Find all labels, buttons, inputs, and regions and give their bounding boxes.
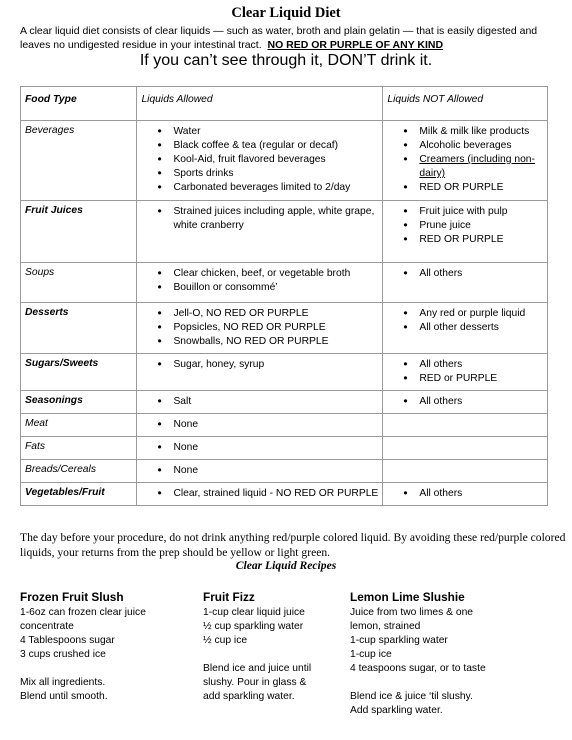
list-item: • Snowballs, NO RED OR PURPLE xyxy=(141,335,378,349)
table-row xyxy=(21,483,548,506)
recipe-ingredient: 4 Tablespoons sugar xyxy=(20,635,115,646)
table-row xyxy=(21,121,548,201)
list-item: • RED OR PURPLE xyxy=(387,181,543,195)
food-type: Breads/Cereals xyxy=(21,460,137,483)
list-item: • Kool-Aid, fruit flavored beverages xyxy=(141,153,378,167)
list-item: • Clear, strained liquid - NO RED OR PURPLE xyxy=(141,487,378,501)
recipe-name: Fruit Fizz xyxy=(203,590,255,604)
list-item: • Popsicles, NO RED OR PURPLE xyxy=(141,321,378,335)
list-item: • Fruit juice with pulp xyxy=(387,205,543,219)
recipe-direction: Mix all ingredients. xyxy=(20,677,106,688)
list-item: • Strained juices including apple, white grape, white cranberry xyxy=(141,205,378,233)
intro-text: A clear liquid diet consists of clear liquids — such as water, broth and plain gelatin — that is easily digested and leaves no undigested residue in your intestinal tract. xyxy=(20,25,538,51)
list-item: • All other desserts xyxy=(387,321,543,335)
list-item: • Bouillon or consommé’ xyxy=(141,281,378,295)
header-food-type: Food Type xyxy=(21,87,137,121)
allowed-list xyxy=(141,125,378,195)
diet-table xyxy=(20,86,548,506)
table-row xyxy=(21,263,548,303)
list-item: • All others xyxy=(387,358,543,372)
list-item: • All others xyxy=(387,395,543,409)
intro-emphasis: NO RED OR PURPLE OF ANY KIND xyxy=(267,39,444,51)
not-allowed-list xyxy=(387,205,543,247)
recipe-direction: Blend until smooth. xyxy=(20,691,108,702)
list-item: • Salt xyxy=(141,395,378,409)
not-allowed-list xyxy=(387,395,543,409)
recipes-title: Clear Liquid Recipes xyxy=(235,559,337,572)
list-item: • Prune juice xyxy=(387,219,543,233)
intro-paragraph xyxy=(20,24,566,52)
allowed-list xyxy=(141,395,378,409)
table-row xyxy=(21,460,548,483)
recipe-ingredient: ½ cup ice xyxy=(203,635,248,646)
not-allowed-list xyxy=(387,487,543,501)
food-type: Desserts xyxy=(21,303,137,354)
list-item: • None xyxy=(141,464,378,478)
list-item: • All others xyxy=(387,267,543,281)
table-row xyxy=(21,354,548,391)
food-type: Beverages xyxy=(21,121,137,201)
list-item: • Sugar, honey, syrup xyxy=(141,358,378,372)
table-row xyxy=(21,414,548,437)
list-item: • Carbonated beverages limited to 2/day xyxy=(141,181,378,195)
recipe-fruit-fizz xyxy=(203,590,323,704)
list-item: • Milk & milk like products xyxy=(387,125,543,139)
allowed-list xyxy=(141,358,378,372)
table-row xyxy=(21,303,548,354)
list-item: • Any red or purple liquid xyxy=(387,307,543,321)
allowed-list xyxy=(141,441,378,455)
header-allowed: Liquids Allowed xyxy=(137,87,383,121)
not-allowed-list xyxy=(387,307,543,335)
recipe-ingredient: Juice from two limes & one lemon, strained xyxy=(350,607,474,632)
food-type: Soups xyxy=(21,263,137,303)
table-header-row xyxy=(21,87,548,121)
recipe-frozen-fruit-slush xyxy=(20,590,170,704)
list-item xyxy=(387,153,543,181)
allowed-list xyxy=(141,267,378,295)
list-item: • None xyxy=(141,418,378,432)
empty-cell xyxy=(383,414,548,437)
page-title: Clear Liquid Diet xyxy=(231,5,341,21)
list-item: • RED OR PURPLE xyxy=(387,233,543,247)
recipe-lemon-lime-slushie xyxy=(350,590,495,718)
not-allowed-list xyxy=(387,125,543,195)
recipe-ingredient: 3 cups crushed ice xyxy=(20,649,106,660)
list-item: • None xyxy=(141,441,378,455)
food-type: Sugars/Sweets xyxy=(21,354,137,391)
list-item: • Jell-O, NO RED OR PURPLE xyxy=(141,307,378,321)
list-item: • All others xyxy=(387,487,543,501)
recipe-ingredient: 1-cup ice xyxy=(350,649,392,660)
list-item: • RED or PURPLE xyxy=(387,372,543,386)
list-item: • Sports drinks xyxy=(141,167,378,181)
allowed-list xyxy=(141,307,378,349)
procedure-note: The day before your procedure, do not drink anything red/purple colored liquid. By avoiding these red/purple colored liquids, your returns from the prep should be yellow or light green. xyxy=(20,531,566,559)
table-row xyxy=(21,437,548,460)
recipe-ingredient: 4 teaspoons sugar, or to taste xyxy=(350,663,486,674)
empty-cell xyxy=(383,437,548,460)
food-type: Seasonings xyxy=(21,391,137,414)
slogan: If you can’t see through it, DON’T drink it. xyxy=(139,52,433,69)
recipe-ingredient: ½ cup sparkling water xyxy=(203,621,304,632)
allowed-list xyxy=(141,205,378,233)
empty-cell xyxy=(383,460,548,483)
food-type: Fats xyxy=(21,437,137,460)
list-item: • Water xyxy=(141,125,378,139)
not-allowed-list xyxy=(387,358,543,386)
creamers-text: Creamers (including non-dairy) xyxy=(419,154,535,179)
table-row xyxy=(21,391,548,414)
header-not-allowed: Liquids NOT Allowed xyxy=(383,87,548,121)
recipe-ingredient: 1-6oz can frozen clear juice concentrate xyxy=(20,607,146,632)
allowed-list xyxy=(141,487,378,501)
list-item: • Clear chicken, beef, or vegetable broth xyxy=(141,267,378,281)
table-row xyxy=(21,201,548,263)
recipe-name: Lemon Lime Slushie xyxy=(350,590,465,604)
recipe-direction: Blend ice and juice until slushy. Pour in glass & add sparkling water. xyxy=(203,663,312,702)
recipe-ingredient: 1-cup sparkling water xyxy=(350,635,448,646)
list-item: • Alcoholic beverages xyxy=(387,139,543,153)
food-type: Vegetables/Fruit xyxy=(21,483,137,506)
not-allowed-list xyxy=(387,267,543,281)
recipe-name: Frozen Fruit Slush xyxy=(20,590,124,604)
food-type: Fruit Juices xyxy=(21,201,137,263)
recipe-direction: Blend ice & juice ‘til slushy. xyxy=(350,691,473,702)
food-type: Meat xyxy=(21,414,137,437)
list-item: • Black coffee & tea (regular or decaf) xyxy=(141,139,378,153)
allowed-list xyxy=(141,464,378,478)
recipe-direction: Add sparkling water. xyxy=(350,705,443,716)
allowed-list xyxy=(141,418,378,432)
recipe-ingredient: 1-cup clear liquid juice xyxy=(203,607,305,618)
